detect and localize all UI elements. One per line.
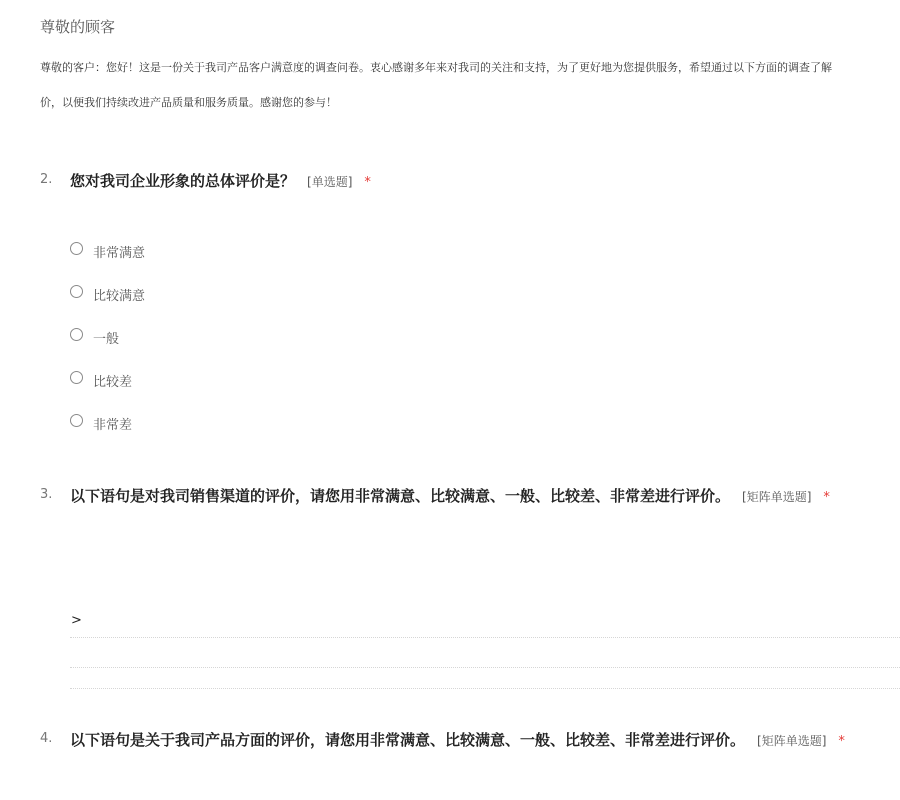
survey-intro — [40, 50, 900, 120]
required-mark: * — [838, 734, 845, 749]
option-label: 非常满意 — [93, 246, 146, 261]
radio-button[interactable] — [70, 328, 83, 341]
question-number: 4. — [40, 731, 53, 746]
question-type-label: [矩阵单选题] — [742, 490, 812, 504]
matrix-expand-toggle[interactable]: > — [71, 613, 82, 628]
option-label: 一般 — [93, 332, 120, 347]
matrix-row-divider — [70, 688, 900, 689]
radio-button[interactable] — [70, 371, 83, 384]
question-title-text: 您对我司企业形象的总体评价是？ — [70, 172, 296, 190]
question-number: 3. — [40, 487, 53, 502]
option-label: 比较差 — [93, 375, 133, 390]
intro-line-1: 尊敬的客户：您好！这是一份关于我司产品客户满意度的调查问卷。衷心感谢多年来对我司的关注和支持，为了更好地为您提供服务，希望通过以下方面的调查了解 — [40, 61, 832, 74]
required-mark: * — [823, 490, 830, 505]
required-mark: * — [364, 175, 371, 190]
survey-greeting: 尊敬的顾客 — [40, 18, 116, 36]
matrix-row-divider — [70, 667, 900, 668]
question-type-label: [单选题] — [307, 175, 353, 189]
matrix-row-divider — [70, 637, 900, 638]
question-title — [70, 485, 830, 506]
question-type-label: [矩阵单选题] — [757, 734, 827, 748]
intro-line-2: 价，以便我们持续改进产品质量和服务质量。感谢您的参与！ — [40, 96, 337, 109]
question-title — [70, 729, 845, 750]
option-label: 比较满意 — [93, 289, 146, 304]
question-title-text: 以下语句是关于我司产品方面的评价，请您用非常满意、比较满意、一般、比较差、非常差进行评价。 — [70, 731, 746, 749]
radio-button[interactable] — [70, 285, 83, 298]
option-label: 非常差 — [93, 418, 133, 433]
question-title — [70, 170, 371, 191]
radio-button[interactable] — [70, 414, 83, 427]
question-title-text: 以下语句是对我司销售渠道的评价，请您用非常满意、比较满意、一般、比较差、非常差进行评价。 — [70, 487, 731, 505]
radio-button[interactable] — [70, 242, 83, 255]
question-number: 2. — [40, 172, 53, 187]
